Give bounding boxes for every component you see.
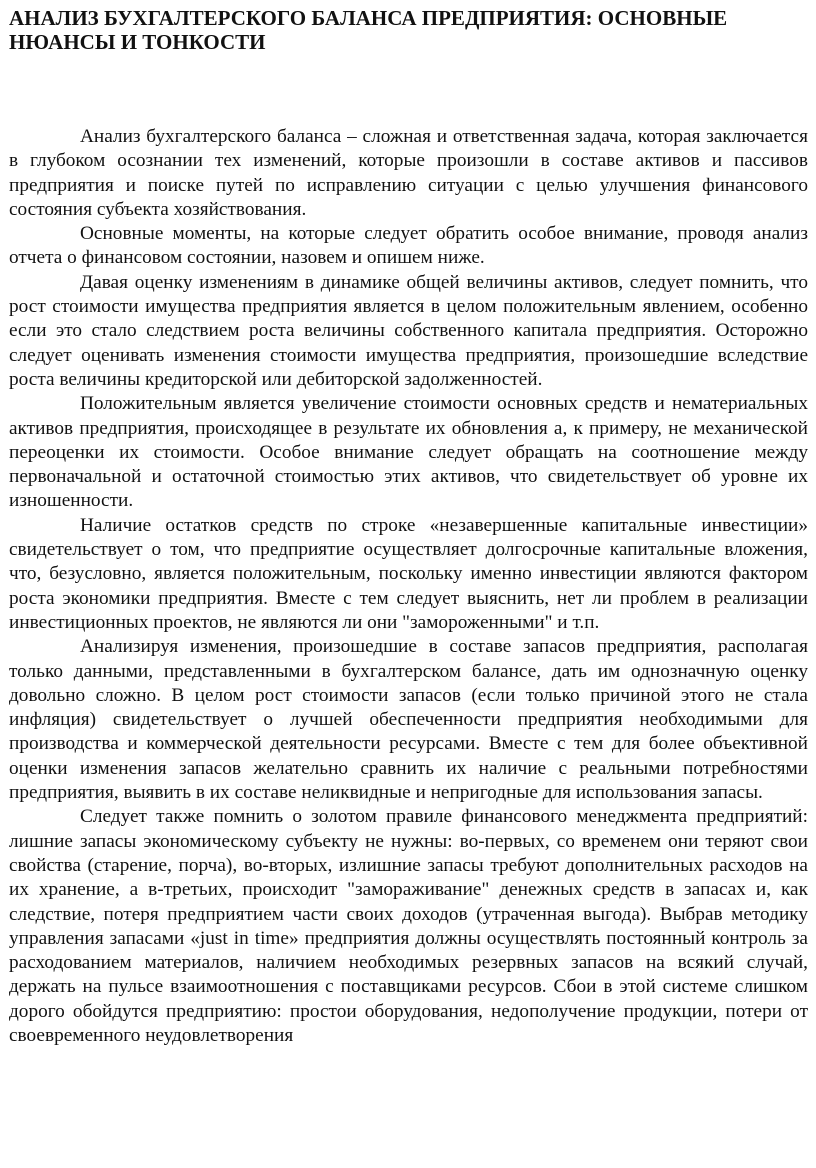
- paragraph-7: Следует также помнить о золотом правиле финансового менеджмента предприятий: лишние запасы экономическому субъекту не нужны: во-первых, со временем они теряют свои свойства (старение, порча), во-вторых, излишние запасы требуют дополнительных расходов на их хранение, а в-третьих, происходит "замораживание" денежных средств в запасах и, как следствие, потеря предприятием части своих доходов (утраченная выгода). Выбрав методику управления запасами «just in time» предприятия должны осуществлять постоянный контроль за расходованием материалов, наличием необходимых резервных запасов на всякий случай, держать на пульсе взаимоотношения с поставщиками ресурсов. Сбои в этой системе слишком дорого обойдутся предприятию: простои оборудования, недополучение продукции, потери от своевременного неудовлетворения: [9, 806, 808, 1046]
- document-body: [9, 125, 808, 1048]
- paragraph-2: Основные моменты, на которые следует обратить особое внимание, проводя анализ отчета о финансовом состоянии, назовем и опишем ниже.: [9, 223, 808, 269]
- paragraph-3: Давая оценку изменениям в динамике общей величины активов, следует помнить, что рост стоимости имущества предприятия является в целом положительным явлением, особенно если это стало следствием роста величины собственного капитала предприятия. Осторожно следует оценивать изменения стоимости имущества предприятия, произошедшие вследствие роста величины кредиторской или дебиторской задолженностей.: [9, 271, 808, 390]
- paragraph-1: Анализ бухгалтерского баланса – сложная и ответственная задача, которая заключается в глубоком осознании тех изменений, которые произошли в составе активов и пассивов предприятия и поиске путей по исправлению ситуации с целью улучшения финансового состояния субъекта хозяйствования.: [9, 126, 808, 220]
- document-title: АНАЛИЗ БУХГАЛТЕРСКОГО БАЛАНСА ПРЕДПРИЯТИЯ: ОСНОВНЫЕ НЮАНСЫ И ТОНКОСТИ: [9, 6, 728, 54]
- paragraph-5: Наличие остатков средств по строке «незавершенные капитальные инвестиции» свидетельствует о том, что предприятие осуществляет долгосрочные капитальные вложения, что, безусловно, является положительным, поскольку именно инвестиции являются фактором роста экономики предприятия. Вместе с тем следует выяснить, нет ли проблем в реализации инвестиционных проектов, не являются ли они "замороженными" и т.п.: [9, 514, 808, 633]
- paragraph-4: Положительным является увеличение стоимости основных средств и нематериальных активов предприятия, происходящее в результате их обновления а, к примеру, не механической переоценки их стоимости. Особое внимание следует обращать на соотношение между первоначальной и остаточной стоимостью этих активов, что свидетельствует об уровне их изношенности.: [9, 393, 808, 512]
- paragraph-6: Анализируя изменения, произошедшие в составе запасов предприятия, располагая только данными, представленными в бухгалтерском балансе, дать им однозначную оценку довольно сложно. В целом рост стоимости запасов (если только причиной этого не стала инфляция) свидетельствует о лучшей обеспеченности предприятия необходимыми для производства и коммерческой деятельности ресурсами. Вместе с тем для более объективной оценки изменения запасов желательно сравнить их наличие с реальными потребностями предприятия, выявить в их составе неликвидные и непригодные для использования запасы.: [9, 636, 808, 804]
